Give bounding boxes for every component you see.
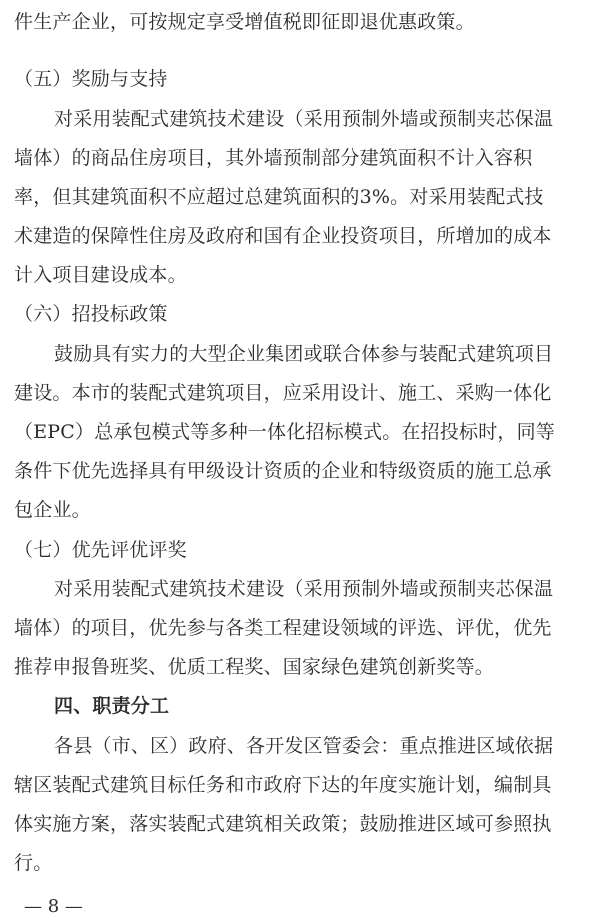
body-text-line: 各县（市、区）政府、各开发区管委会：重点推进区域依据	[54, 735, 554, 757]
page-number: — 8 —	[24, 896, 83, 917]
body-text-line: 术建造的保障性住房及政府和国有企业投资项目，所增加的成本	[14, 225, 552, 247]
body-text-line: 墙体）的项目，优先参与各类工程建设领域的评选、评优，优先	[14, 617, 552, 639]
body-text-line: 对采用装配式建筑技术建设（采用预制外墙或预制夹芯保温	[54, 578, 554, 600]
body-text-line: 推荐申报鲁班奖、优质工程奖、国家绿色建筑创新奖等。	[14, 656, 495, 678]
body-text-line: （EPC）总承包模式等多种一体化招标模式。在招投标时，同等	[14, 421, 555, 443]
body-text-line: 件生产企业，可按规定享受增值税即征即退优惠政策。	[14, 11, 475, 33]
body-text-line: 鼓励具有实力的大型企业集团或联合体参与装配式建筑项目	[54, 343, 554, 365]
chapter-heading: 四、职责分工	[54, 695, 170, 717]
body-text-line: 行。	[14, 852, 53, 874]
body-text-line: 辖区装配式建筑目标任务和市政府下达的年度实施计划，编制具	[14, 774, 552, 796]
body-text-line: 墙体）的商品住房项目，其外墙预制部分建筑面积不计入容积	[14, 147, 533, 169]
section-heading-6: （六）招投标政策	[14, 303, 168, 325]
body-text-line: 包企业。	[14, 499, 91, 521]
body-text-line: 体实施方案，落实装配式建筑相关政策；鼓励推进区域可参照执	[14, 813, 552, 835]
body-text-line: 条件下优先选择具有甲级设计资质的企业和特级资质的施工总承	[14, 460, 552, 482]
section-heading-5: （五）奖励与支持	[14, 68, 168, 90]
body-text-line: 建设。本市的装配式建筑项目，应采用设计、施工、采购一体化	[14, 382, 552, 404]
section-heading-7: （七）优先评优评奖	[14, 539, 187, 561]
body-text-line: 计入项目建设成本。	[14, 264, 187, 286]
body-text-line: 率，但其建筑面积不应超过总建筑面积的3%。对采用装配式技	[14, 186, 544, 208]
body-text-line: 对采用装配式建筑技术建设（采用预制外墙或预制夹芯保温	[54, 108, 554, 130]
